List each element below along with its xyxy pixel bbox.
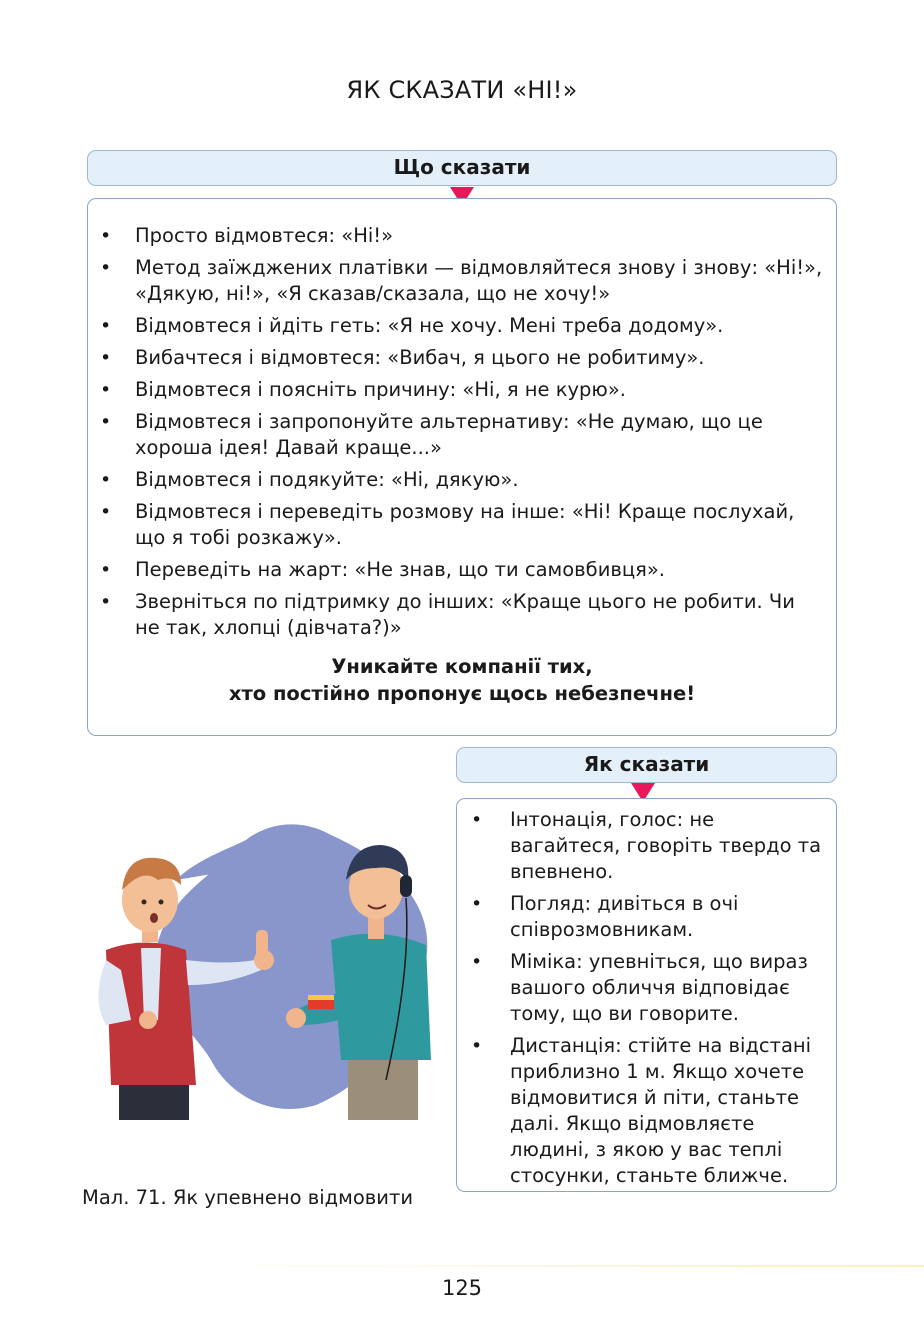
list-item-text: Відмовтеся і переведіть розмову на інше: «Ні! Краще послухай, що я тобі розкажу». bbox=[135, 500, 795, 549]
list-item-text: Зверніться по підтримку до інших: «Краще цього не робити. Чи не так, хлопці (дівчата?)» bbox=[135, 590, 795, 639]
bullet-icon: • bbox=[100, 469, 112, 491]
list-item bbox=[88, 313, 836, 339]
list-item-text: Відмовтеся і подякуйте: «Ні, дякую». bbox=[135, 468, 519, 491]
bullet-icon: • bbox=[100, 347, 112, 369]
list-item bbox=[88, 467, 836, 493]
bullet-icon: • bbox=[100, 315, 112, 337]
what-to-say-list bbox=[88, 223, 836, 647]
bullet-icon: • bbox=[100, 225, 112, 247]
figure-caption: Мал. 71. Як упевнено відмовити bbox=[82, 1186, 414, 1209]
list-item bbox=[88, 223, 836, 249]
list-item bbox=[88, 589, 836, 641]
list-item-text: Погляд: дивіться в очі співрозмовникам. bbox=[510, 892, 739, 941]
page-number: 125 bbox=[441, 1276, 483, 1300]
bullet-icon: • bbox=[100, 559, 112, 581]
how-to-say-list bbox=[457, 807, 836, 1195]
bullet-icon: • bbox=[471, 893, 483, 915]
list-item bbox=[457, 807, 836, 885]
list-item-text: Інтонація, голос: не вагайтеся, говоріть твердо та впевнено. bbox=[510, 808, 822, 883]
list-item-text: Дистанція: стійте на відстані приблизно 1 м. Якщо хочете відмовитися й піти, станьте далі. Якщо відмовляєте людині, з якою у вас теплі стосунки, станьте ближче. bbox=[510, 1034, 812, 1187]
list-item-text: Відмовтеся і запропонуйте альтернативу: «Не думаю, що це хороша ідея! Давай краще...» bbox=[135, 410, 763, 459]
list-item-text: Просто відмовтеся: «Ні!» bbox=[135, 224, 394, 247]
refusal-illustration bbox=[86, 820, 442, 1120]
list-item bbox=[457, 1033, 836, 1189]
list-item bbox=[88, 255, 836, 307]
bullet-icon: • bbox=[100, 379, 112, 401]
bullet-icon: • bbox=[100, 257, 112, 279]
page-title: ЯК СКАЗАТИ «НІ!» bbox=[346, 76, 578, 104]
list-item-text: Відмовтеся і йдіть геть: «Я не хочу. Мені треба додому». bbox=[135, 314, 724, 337]
warning-note bbox=[88, 653, 836, 707]
how-to-say-header: Як сказати bbox=[456, 747, 837, 783]
list-item bbox=[88, 377, 836, 403]
list-item bbox=[88, 345, 836, 371]
bullet-icon: • bbox=[100, 501, 112, 523]
footer-divider bbox=[180, 1265, 924, 1267]
bullet-icon: • bbox=[471, 1035, 483, 1057]
bullet-icon: • bbox=[471, 951, 483, 973]
bullet-icon: • bbox=[100, 411, 112, 433]
warning-line-1: Уникайте компанії тих, bbox=[331, 655, 593, 678]
list-item bbox=[88, 409, 836, 461]
bullet-icon: • bbox=[100, 591, 112, 613]
list-item-text: Вибачтеся і відмовтеся: «Вибач, я цього не робитиму». bbox=[135, 346, 705, 369]
bullet-icon: • bbox=[471, 809, 483, 831]
warning-line-2: хто постійно пропонує щось небезпечне! bbox=[228, 682, 696, 705]
list-item bbox=[457, 949, 836, 1027]
list-item bbox=[88, 557, 836, 583]
list-item-text: Метод заїжджених платівки — відмовляйтеся знову і знову: «Ні!», «Дякую, ні!», «Я сказав/сказала, що не хочу!» bbox=[135, 256, 823, 305]
list-item-text: Відмовтеся і поясніть причину: «Ні, я не курю». bbox=[135, 378, 626, 401]
list-item-text: Міміка: упевніться, що вираз вашого обличчя відповідає тому, що ви говорите. bbox=[510, 950, 808, 1025]
list-item bbox=[457, 891, 836, 943]
list-item-text: Переведіть на жарт: «Не знав, що ти самовбивця». bbox=[135, 558, 665, 581]
what-to-say-box bbox=[87, 198, 837, 736]
how-to-say-box bbox=[456, 798, 837, 1192]
what-to-say-header: Що сказати bbox=[87, 150, 837, 186]
list-item bbox=[88, 499, 836, 551]
